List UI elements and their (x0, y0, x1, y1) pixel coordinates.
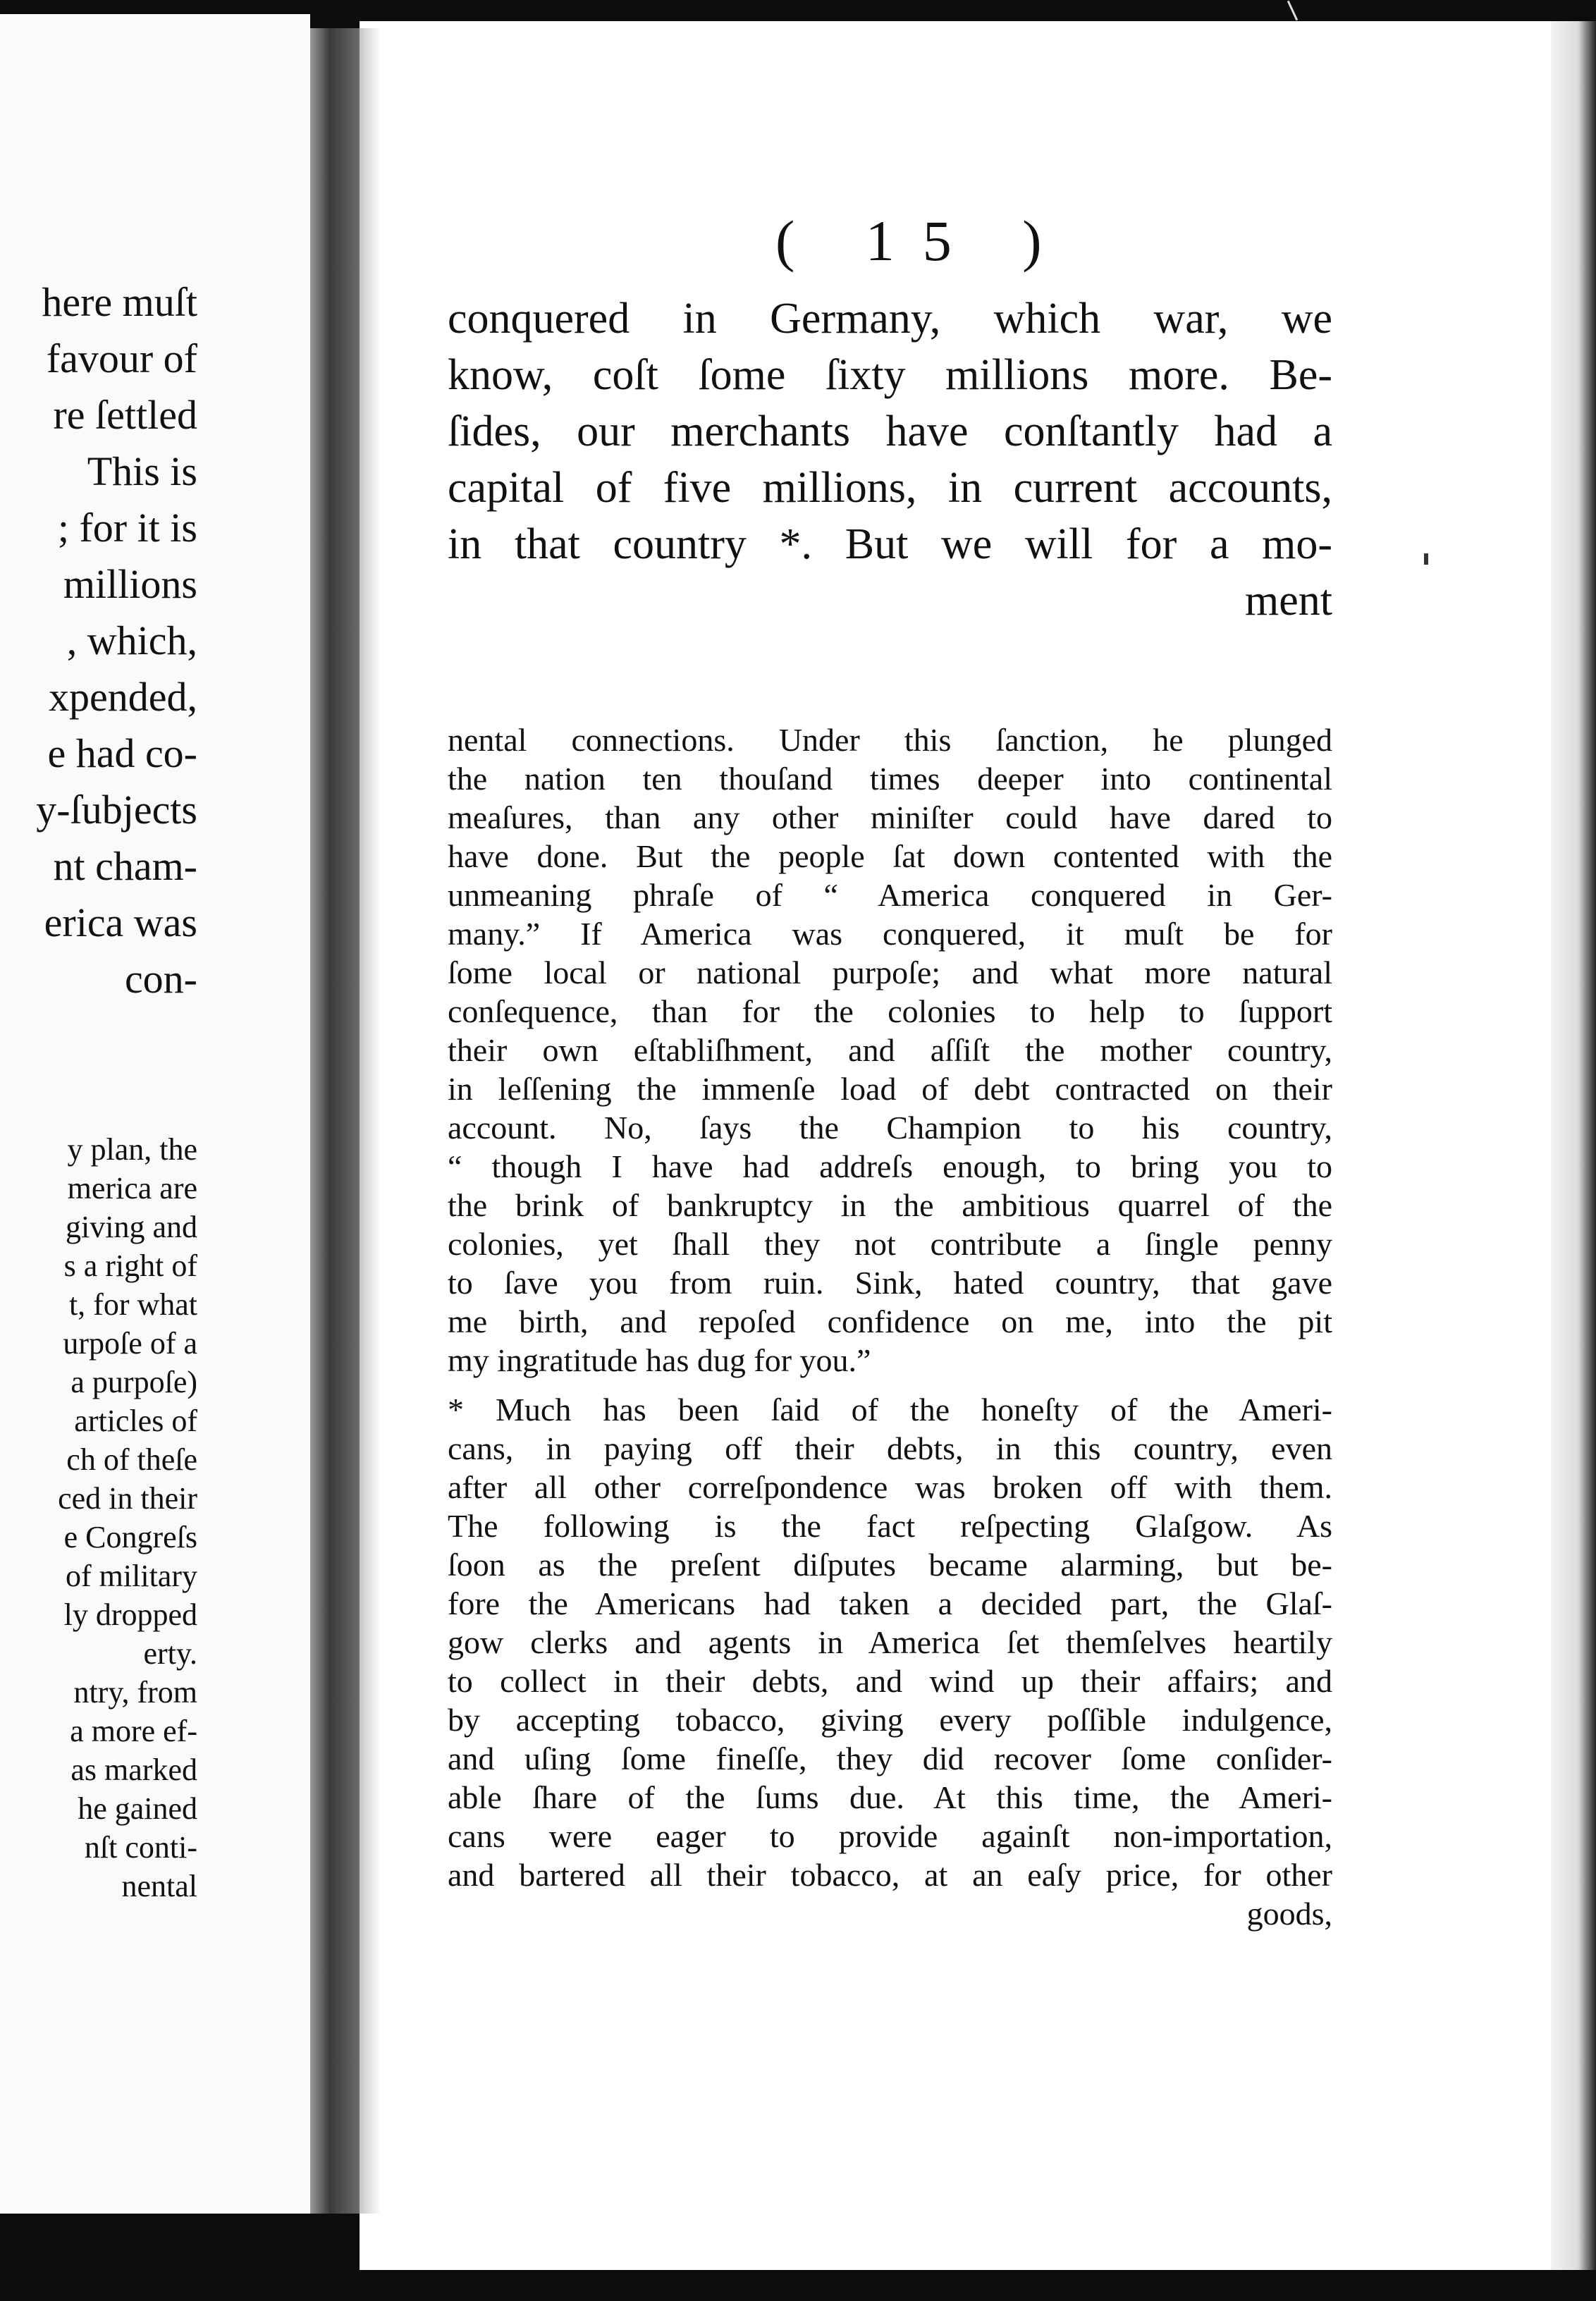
text-line: my ingratitude has dug for you.” (448, 1342, 871, 1378)
facing-page-line: e Congreſs (63, 1520, 197, 1554)
facing-page-line: s a right of (63, 1248, 197, 1283)
footnote-line: ſoon as the preſent diſputes became alarming, but be- (448, 1547, 1332, 1583)
facing-page-line: millions (63, 561, 197, 607)
facing-page-line: merica are (67, 1171, 197, 1205)
facing-page-line: here muſt (42, 279, 197, 325)
body-line: capital of five millions, in current accounts, (448, 464, 1332, 512)
page-number: ( 15 ) (775, 209, 1070, 273)
footnote-line: * Much has been ſaid of the honeſty of the Ameri- (448, 1392, 1332, 1428)
facing-page-line: ; for it is (57, 505, 197, 551)
footnote-line: by accepting tobacco, giving every poſſible indulgence, (448, 1702, 1332, 1738)
stray-mark (1424, 553, 1428, 565)
text-line: many.” If America was conquered, it muſt be for (448, 916, 1332, 952)
facing-page-line: a more ef- (70, 1714, 197, 1748)
facing-page-line: ch of theſe (66, 1442, 197, 1477)
text-line: conſequence, than for the colonies to help to ſupport (448, 993, 1332, 1029)
body-line: ſides, our merchants have conſtantly had a (448, 407, 1332, 455)
facing-page-line: giving and (66, 1210, 197, 1244)
facing-page-line: y plan, the (67, 1132, 197, 1167)
text-line: meaſures, than any other miniſter could have dared to (448, 799, 1332, 835)
footnote-line: to collect in their debts, and wind up their affairs; and (448, 1663, 1332, 1699)
facing-page-line: This is (87, 448, 197, 494)
facing-page-line: t, for what (68, 1287, 197, 1322)
page-edge (1551, 21, 1596, 2270)
text-line: have done. But the people ſat down contented with the (448, 838, 1332, 874)
facing-page-line: erty. (143, 1636, 197, 1671)
facing-page-line: erica was (44, 900, 197, 945)
text-line: unmeaning phraſe of “ America conquered in Ger- (448, 877, 1332, 913)
facing-page-line: ly dropped (63, 1597, 197, 1632)
text-line: ſome local or national purpoſe; and what more natural (448, 955, 1332, 990)
footnote-line: and bartered all their tobacco, at an eaſy price, for other (448, 1857, 1332, 1893)
spine-shadow (360, 28, 381, 2214)
facing-page-line: nt cham- (53, 843, 197, 889)
facing-page-line: ced in their (58, 1481, 197, 1516)
body-line: know, coſt ſome ſixty millions more. Be- (448, 351, 1332, 399)
facing-page-fragment (0, 14, 310, 2214)
body-line: in that country *. But we will for a mo- (448, 520, 1332, 568)
body-line: conquered in Germany, which war, we (448, 295, 1332, 343)
facing-page-line: , which, (66, 618, 197, 663)
footnote-line: The following is the fact reſpecting Glaſgow. As (448, 1508, 1332, 1544)
text-line: nental connections. Under this ſanction, he plunged (448, 722, 1332, 758)
facing-page-line: articles of (74, 1404, 197, 1438)
footnote-line: cans were eager to provide againſt non-importation, (448, 1818, 1332, 1854)
facing-page-line: as marked (70, 1753, 197, 1787)
footnote-line: cans, in paying off their debts, in this country, even (448, 1430, 1332, 1466)
footnote-line: after all other correſpondence was broken off with them. (448, 1469, 1332, 1505)
facing-page-line: urpoſe of a (63, 1326, 197, 1361)
book-gutter (310, 28, 360, 2214)
scan-artifact (1287, 1, 1298, 20)
facing-page-line: a purpoſe) (70, 1365, 197, 1399)
text-line: the brink of bankruptcy in the ambitious quarrel of the (448, 1187, 1332, 1223)
facing-page-line: ntry, from (73, 1675, 197, 1710)
facing-page-line: he gained (78, 1791, 197, 1826)
facing-page-line: xpended, (49, 674, 197, 720)
text-line: the nation ten thouſand times deeper into continental (448, 761, 1332, 797)
text-line: to ſave you from ruin. Sink, hated country, that gave (448, 1265, 1332, 1301)
facing-page-line: con- (124, 956, 197, 1002)
text-line: account. No, ſays the Champion to his country, (448, 1110, 1332, 1146)
body-line: ment (1245, 577, 1332, 625)
facing-page-line: re ſettled (53, 392, 197, 438)
footnote-line: goods, (1246, 1896, 1332, 1932)
text-line: “ though I have had addreſs enough, to bring you to (448, 1148, 1332, 1184)
facing-page-line: of military (66, 1559, 197, 1593)
text-line: colonies, yet ſhall they not contribute a ſingle penny (448, 1226, 1332, 1262)
text-line: in leſſening the immenſe load of debt contracted on their (448, 1071, 1332, 1107)
facing-page-line: e had co- (47, 730, 197, 776)
text-line: their own eſtabliſhment, and aſſiſt the mother country, (448, 1032, 1332, 1068)
facing-page-line: nſt conti- (84, 1830, 197, 1865)
facing-page-line: nental (121, 1869, 197, 1903)
footnote-line: gow clerks and agents in America ſet themſelves heartily (448, 1624, 1332, 1660)
footnote-line: fore the Americans had taken a decided part, the Glaſ- (448, 1585, 1332, 1621)
text-line: me birth, and repoſed confidence on me, into the pit (448, 1303, 1332, 1339)
facing-page-line: favour of (46, 336, 197, 381)
footnote-line: and uſing ſome fineſſe, they did recover ſome conſider- (448, 1741, 1332, 1777)
facing-page-line: y-ſubjects (36, 787, 197, 833)
footnote-line: able ſhare of the ſums due. At this time, the Ameri- (448, 1779, 1332, 1815)
